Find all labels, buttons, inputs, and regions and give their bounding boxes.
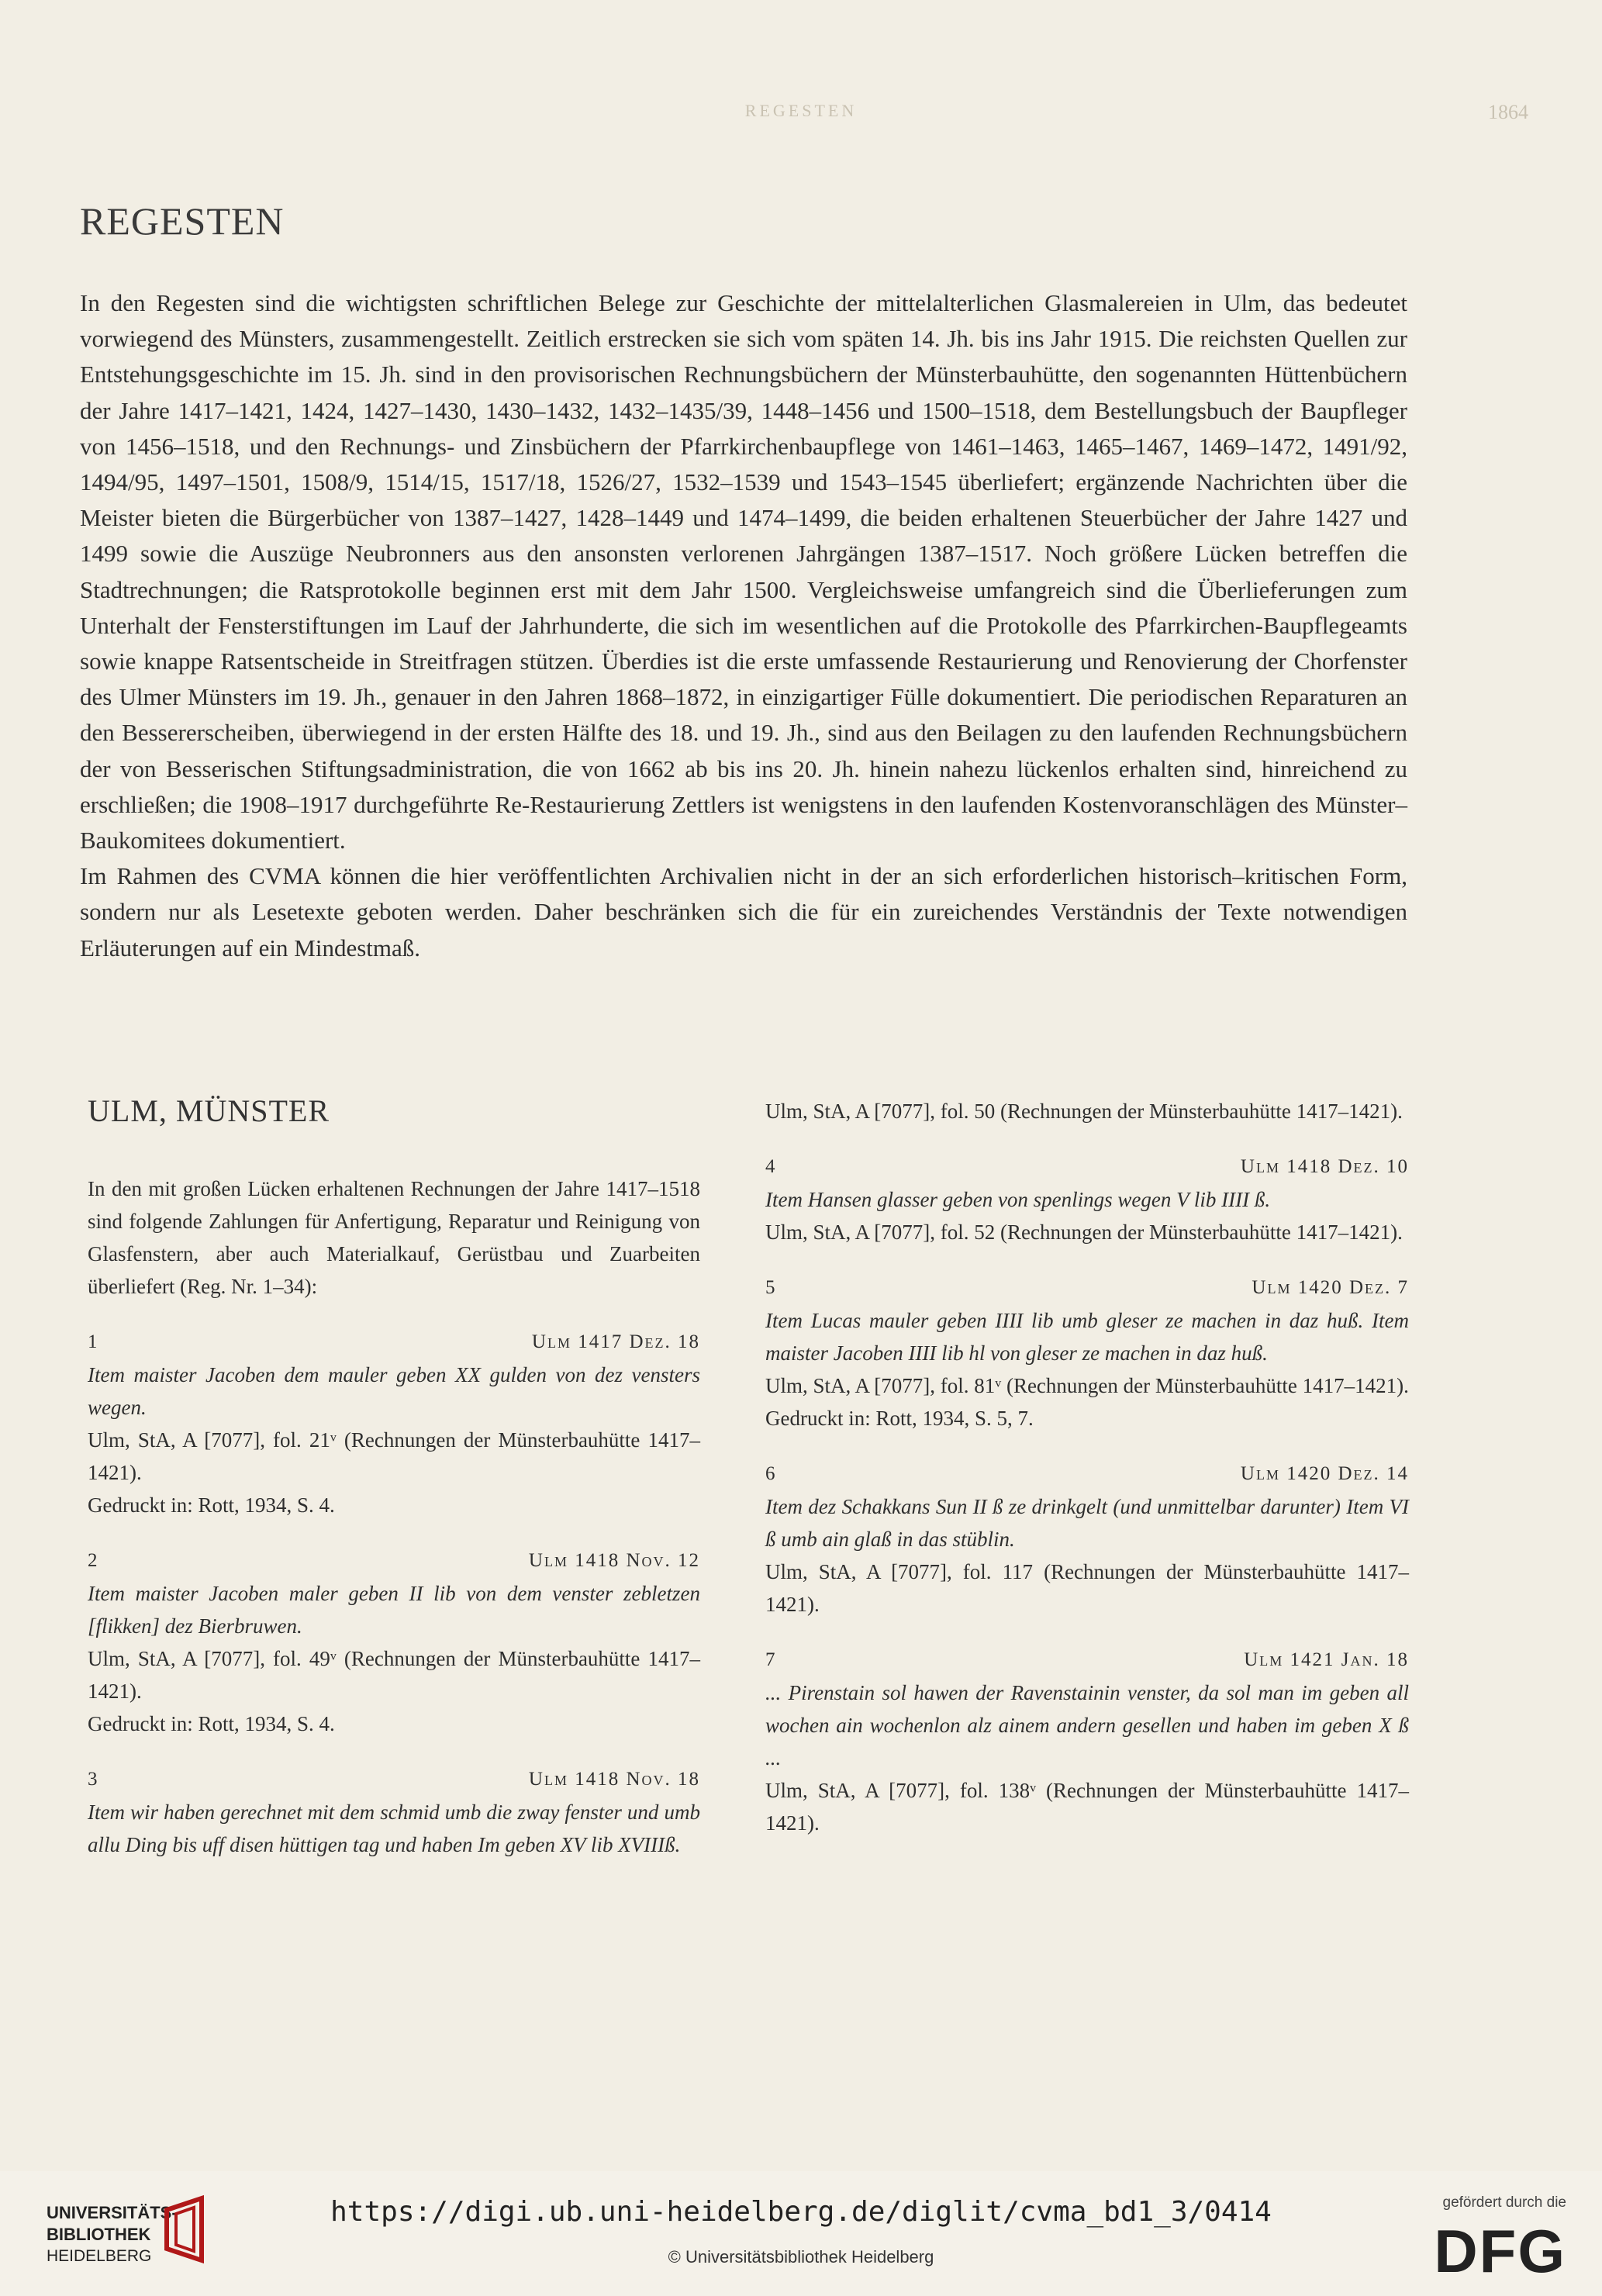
entry-date: Ulm 1418 Dez. 10	[1240, 1156, 1409, 1177]
entry-number: 2	[88, 1550, 98, 1571]
page-number: 1864	[1488, 101, 1528, 123]
section-title: ULM, MÜNSTER	[88, 1093, 330, 1128]
regest-entry	[88, 1763, 700, 1861]
entry-print: Gedruckt in: Rott, 1934, S. 4.	[88, 1493, 335, 1517]
running-head: REGESTEN	[744, 101, 858, 120]
funding-note: gefördert durch die	[1442, 2194, 1566, 2211]
copyright-notice: © Universitätsbibliothek Heidelberg	[668, 2247, 934, 2267]
intro-paragraph-1: In den Regesten sind die wichtigsten schriftlichen Belege zur Geschichte der mittelalterlichen Glasmalereien in Ulm, das bedeutet vorwiegend des Münsters, zusammengestellt. Zeitlich erstrecken sie sich vom späten 14. Jh. bis ins Jahr 1915. Die reichsten Quellen zur Entstehungsgeschichte im 15. Jh. sind in den provisorischen Rechnungsbüchern der Münsterbauhütte, den sogenannten Hüttenbüchern der Jahre 1417–1421, 1424, 1427–1430, 1430–1432, 1432–1435/39, 1448–1456 und 1500–1518, dem Bestellungsbuch der Baupfleger von 1456–1518, und den Rechnungs- und Zinsbüchern der Pfarrkirchenbaupflege von 1461–1463, 1465–1467, 1469–1472, 1491/92, 1494/95, 1497–1501, 1508/9, 1514/15, 1517/18, 1526/27, 1532–1539 und 1543–1545 überliefert; ergänzende Nachrichten über die Meister bieten die Bürgerbücher von 1387–1427, 1428–1449 und 1474–1499, die beiden erhaltenen Steuerbücher der Jahre 1427 und 1499 sowie die Auszüge Neubronners aus den ansonsten verlorenen Jahrgängen 1387–1517. Noch größere Lücken betreffen die Stadtrechnungen; die Ratsprotokolle beginnen erst mit dem Jahr 1500. Vergleichsweise umfangreich sind die Überlieferungen zum Unterhalt der Fensterstiftungen im Lauf der Jahrhunderte, die sich im wesentlichen auf die Protokolle des Pfarrkirchen-Baupflegeamts sowie knappe Ratsentscheide in Streitfragen stützen. Überdies ist die erste umfassende Restaurierung und Renovierung der Chorfenster des Ulmer Münsters im 19. Jh., genauer in den Jahren 1868–1872, in einzigartiger Fülle dokumentiert. Die periodischen Reparaturen an den Bessererscheiben, überwiegend in der ersten Hälfte des 18. und 19. Jh., sind aus den Beilagen zu den laufenden Rechnungsbüchern der von Besserischen Stiftungsadministration, die von 1662 ab bis ins 20. Jh. hinein nahezu lückenlos erhalten sind, hinreichend zu erschließen; die 1908–1917 durchgeführte Re-Restaurierung Zettlers ist wenigstens in den laufenden Kostenvoranschlägen des Münster–Baukomitees dokumentiert.	[80, 289, 1407, 855]
entry-text: Item dez Schakkans Sun II ß ze drinkgelt (und unmittelbar darunter) Item VI ß umb ain glaß in das stüblin.	[765, 1495, 1409, 1551]
entry-date: Ulm 1420 Dez. 14	[1240, 1463, 1409, 1484]
intro-paragraph-2: Im Rahmen des CVMA können die hier veröffentlichten Archivalien nicht in der an sich erforderlichen historisch–kritischen Form, sondern nur als Lesetexte geboten werden. Daher beschränken sich die für ein zureichendes Verständnis der Texte notwendigen Erläuterungen auf ein Mindestmaß.	[80, 862, 1407, 962]
library-logo[interactable]: UNIVERSITÄTS- BIBLIOTHEK HEIDELBERG	[47, 2203, 178, 2265]
dfg-logo[interactable]: DFG	[1434, 2217, 1566, 2285]
regest-entry	[765, 1272, 1409, 1435]
entry-source: Ulm, StA, A [7077], fol. 138ᵛ (Rechnungen der Münsterbauhütte 1417–1421).	[765, 1779, 1409, 1835]
entry-date: Ulm 1420 Dez. 7	[1252, 1277, 1409, 1298]
entry-source: Ulm, StA, A [7077], fol. 52 (Rechnungen der Münsterbauhütte 1417–1421).	[765, 1221, 1403, 1244]
entry-text: Item Lucas mauler geben IIII lib umb gleser ze machen in daz huß. Item maister Jacoben IIII lib hl von gleser ze machen in daz huß.	[765, 1309, 1409, 1365]
section-intro: In den mit großen Lücken erhaltenen Rechnungen der Jahre 1417–1518 sind folgende Zahlungen für Anfertigung, Reparatur und Reinigung von Glasfenstern, aber auch Materialkauf, Gerüstbau und Zuarbeiten überliefert (Reg. Nr. 1–34):	[88, 1177, 700, 1298]
entry-date: Ulm 1418 Nov. 12	[528, 1550, 700, 1571]
left-column	[88, 1095, 700, 1884]
entry-text: ... Pirenstain sol hawen der Ravenstainin venster, da sol man im geben all wochen ain wochenlon alz ainem andern gesellen und haben im geben X ß ...	[765, 1681, 1409, 1769]
regest-entry-continued	[765, 1095, 1409, 1127]
entry-number: 3	[88, 1769, 98, 1790]
entry-print: Gedruckt in: Rott, 1934, S. 5, 7.	[765, 1407, 1034, 1430]
entry-print: Gedruckt in: Rott, 1934, S. 4.	[88, 1712, 335, 1735]
entry-source: Ulm, StA, A [7077], fol. 50 (Rechnungen der Münsterbauhütte 1417–1421).	[765, 1100, 1403, 1123]
page-title: REGESTEN	[80, 199, 285, 243]
entry-source: Ulm, StA, A [7077], fol. 81ᵛ (Rechnungen der Münsterbauhütte 1417–1421).	[765, 1374, 1409, 1397]
entry-text: Item maister Jacoben maler geben II lib von dem venster zebletzen [flikken] dez Bierbruwen.	[88, 1582, 700, 1638]
entry-date: Ulm 1421 Jan. 18	[1244, 1649, 1409, 1670]
regest-entry	[88, 1545, 700, 1740]
permalink-url[interactable]: https://digi.ub.uni-heidelberg.de/diglit/cvma_bd1_3/0414	[330, 2196, 1272, 2228]
entry-date: Ulm 1418 Nov. 18	[528, 1769, 700, 1790]
entry-text: Item Hansen glasser geben von spenlings wegen V lib IIII ß.	[765, 1188, 1271, 1211]
right-column	[765, 1095, 1409, 1863]
entry-number: 5	[765, 1277, 775, 1298]
regest-entry	[88, 1326, 700, 1521]
regest-entry	[765, 1458, 1409, 1621]
entry-number: 1	[88, 1331, 98, 1352]
entry-source: Ulm, StA, A [7077], fol. 21ᵛ (Rechnungen der Münsterbauhütte 1417–1421).	[88, 1428, 700, 1484]
regest-entry	[765, 1644, 1409, 1839]
entry-date: Ulm 1417 Dez. 18	[531, 1331, 700, 1352]
regest-entry	[765, 1151, 1409, 1248]
entry-text: Item maister Jacoben dem mauler geben XX gulden von dez vensters wegen.	[88, 1363, 700, 1419]
intro-text	[80, 285, 1407, 966]
entry-number: 7	[765, 1649, 775, 1670]
entry-source: Ulm, StA, A [7077], fol. 117 (Rechnungen der Münsterbauhütte 1417–1421).	[765, 1560, 1409, 1616]
entry-number: 6	[765, 1463, 775, 1484]
viewer-footer	[0, 2171, 1602, 2296]
entry-text: Item wir haben gerechnet mit dem schmid umb die zway fenster und umb allu Ding bis uff disen hüttigen tag und haben Im geben XV lib XVIIIß.	[88, 1801, 700, 1856]
entry-source: Ulm, StA, A [7077], fol. 49ᵛ (Rechnungen der Münsterbauhütte 1417–1421).	[88, 1647, 700, 1703]
entry-number: 4	[765, 1156, 775, 1177]
